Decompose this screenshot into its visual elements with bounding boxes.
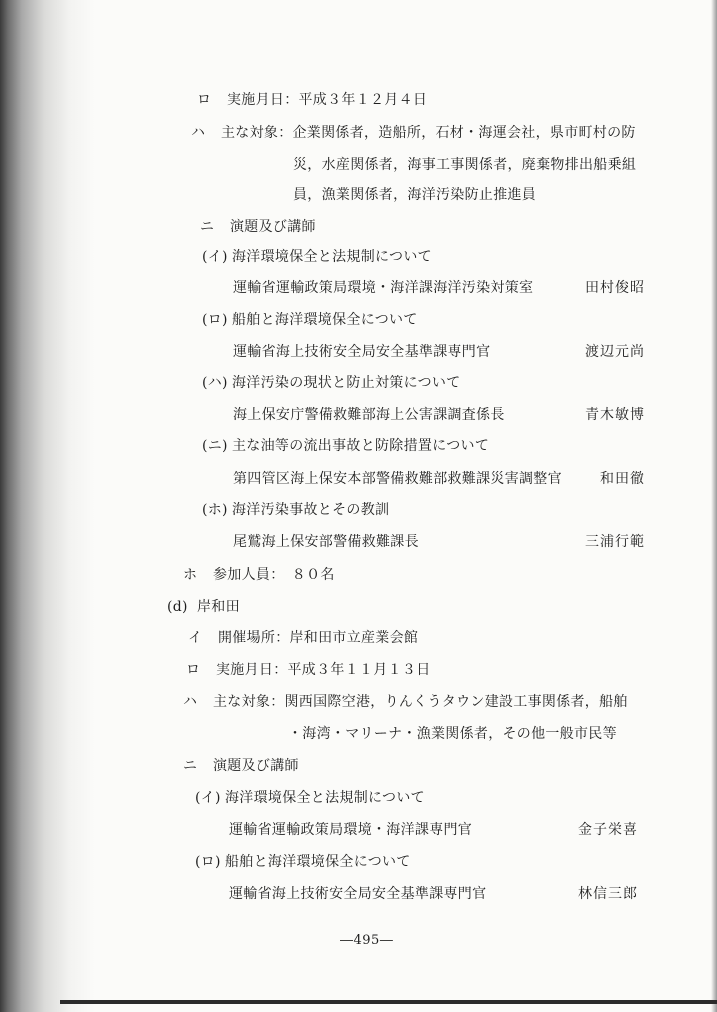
section-heading	[167, 598, 240, 616]
line-text: 運輸省海上技術安全局安全基準課専門官	[229, 886, 487, 902]
line-marker: ロ	[197, 92, 212, 108]
text-line	[183, 693, 628, 711]
scan-bottom-edge	[60, 1000, 717, 1004]
line-marker: ホ	[183, 567, 198, 583]
line-text: 船舶と海洋環境保全について	[232, 312, 418, 328]
text-line	[233, 470, 562, 488]
line-text: 海洋汚染事故とその教訓	[232, 502, 390, 518]
lecturer-name: 和田徹	[600, 471, 645, 487]
line-text: 岸和田	[197, 599, 240, 615]
line-text: ・海湾・マリーナ・漁業関係者，その他一般市民等	[288, 726, 617, 742]
lecturer-name: 林信三郎	[578, 886, 638, 902]
line-text: 主な油等の流出事故と防除措置について	[232, 438, 490, 454]
line-text: 主な対象：関西国際空港，りんくうタウン建設工事関係者，船舶	[213, 694, 628, 710]
line-text: 尾鷲海上保安部警備救難課長	[233, 534, 419, 550]
text-line	[188, 629, 418, 647]
line-text: 船舶と海洋環境保全について	[225, 854, 411, 870]
lecturer-name: 三浦行範	[585, 534, 645, 550]
text-line	[233, 279, 533, 297]
line-marker: (ニ)	[202, 438, 228, 454]
line-text: 演題及び講師	[230, 219, 316, 235]
line-text: 海上保安庁警備救難部海上公害課調査係長	[233, 407, 505, 423]
line-text: 実施月日：平成３年１２月４日	[227, 92, 428, 108]
line-marker: (d)	[167, 599, 188, 615]
text-line	[191, 124, 636, 142]
text-line	[197, 91, 427, 109]
text-line	[229, 885, 486, 903]
line-text: 第四管区海上保安本部警備救難部救難課災害調整官	[233, 471, 562, 487]
text-line	[183, 757, 299, 775]
scan-shadow-right	[711, 0, 717, 1012]
line-text: 運輸省運輸政策局環境・海洋課専門官	[229, 822, 473, 838]
text-line	[293, 186, 536, 204]
text-line	[202, 437, 489, 455]
line-text: 員，漁業関係者，海洋汚染防止推進員	[293, 187, 537, 203]
line-marker: ハ	[191, 125, 206, 141]
scan-shadow-left	[0, 0, 95, 1012]
line-marker: ロ	[186, 662, 201, 678]
text-line	[288, 725, 617, 743]
line-marker: (イ)	[195, 790, 221, 806]
text-line	[195, 789, 425, 807]
line-text: 実施月日：平成３年１１月１３日	[216, 662, 431, 678]
line-text: 運輸省運輸政策局環境・海洋課海洋汚染対策室	[233, 280, 534, 296]
text-line	[186, 661, 431, 679]
text-line	[202, 311, 418, 329]
text-line	[202, 501, 389, 519]
text-line	[183, 566, 335, 584]
text-line	[195, 853, 411, 871]
line-text: 災，水産関係者，海事工事関係者，廃棄物排出船乗組	[293, 157, 637, 173]
text-line	[202, 248, 432, 266]
line-text: 海洋環境保全と法規制について	[232, 249, 432, 265]
line-marker: ニ	[183, 758, 198, 774]
line-marker: イ	[188, 630, 203, 646]
lecturer-name: 田村俊昭	[585, 280, 645, 296]
page-number: ―495―	[340, 933, 394, 948]
line-marker: ハ	[183, 694, 198, 710]
line-marker: (ホ)	[202, 502, 228, 518]
line-text: 運輸省海上技術安全局安全基準課専門官	[233, 344, 491, 360]
line-text: 開催場所：岸和田市立産業会館	[218, 630, 419, 646]
lecturer-name: 青木敏博	[585, 407, 645, 423]
line-marker: (ロ)	[195, 854, 221, 870]
line-text: 海洋汚染の現状と防止対策について	[232, 375, 461, 391]
line-marker: ニ	[200, 219, 215, 235]
line-text: 主な対象：企業関係者，造船所，石材・海運会社，県市町村の防	[221, 125, 636, 141]
text-line	[293, 156, 636, 174]
line-marker: (ロ)	[202, 312, 228, 328]
text-line	[233, 406, 505, 424]
text-line	[233, 533, 419, 551]
line-text: 海洋環境保全と法規制について	[225, 790, 425, 806]
line-text: 演題及び講師	[213, 758, 299, 774]
text-line	[202, 374, 461, 392]
line-text: 参加人員： ８０名	[213, 567, 335, 583]
lecturer-name: 金子栄喜	[578, 822, 638, 838]
text-line	[229, 821, 472, 839]
lecturer-name: 渡辺元尚	[585, 344, 645, 360]
text-line	[200, 218, 316, 236]
line-marker: (ハ)	[202, 375, 228, 391]
text-line	[233, 343, 490, 361]
line-marker: (イ)	[202, 249, 228, 265]
